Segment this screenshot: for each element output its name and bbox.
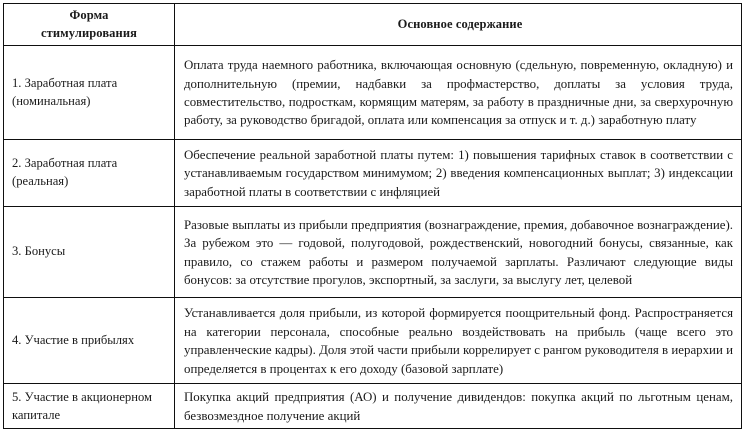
table-row [4, 298, 742, 384]
row-content [175, 46, 742, 140]
column-header-form [4, 4, 175, 46]
row-form-label-line1: 3. Бонусы [12, 244, 66, 259]
column-header-content [175, 4, 742, 46]
table-row [4, 140, 742, 207]
row-form-label-line2: (номинальная) [12, 93, 91, 108]
table-row [4, 207, 742, 298]
table-header [4, 4, 742, 46]
stimulation-forms-table [3, 3, 742, 429]
column-header-form-line1: Форма [69, 8, 109, 23]
row-form-label [4, 46, 175, 140]
row-content-text: Обеспечение реальной заработной платы путем: 1) повышения тарифных ставок в соответствии с устанавливаемым государством минимумом; 2) введения компенсационных выплат; 3) индексации заработной платы в соответствии с инфляцией [184, 148, 733, 199]
row-form-label [4, 384, 175, 429]
row-content [175, 207, 742, 298]
row-form-label-line1: 4. Участие в прибылях [12, 332, 135, 347]
column-header-content-label: Основное содержание [397, 16, 523, 31]
table-row [4, 384, 742, 429]
row-content-text: Оплата труда наемного работника, включающая основную (сдельную, повременную, окладную) и дополнительную (премии, надбавки за профмастерство, доплаты за условия труда, совместительство, подросткам, кормящим матерям, за работу в праздничные дни, за сверхурочную работу, за руководство бригадой, оплата или компенсация за отпуск и т. д.) заработную плату [184, 58, 733, 128]
row-content-text: Устанавливается доля прибыли, из которой формируется поощрительный фонд. Распространяется на категории персонала, способные реально воздействовать на прибыль (чаще всего это управленческие кадры). Доля этой части прибыли коррелирует с рангом руководителя в иерархии и определяется в процентах к его доходу (базовой зарплате) [184, 306, 733, 376]
row-content-text: Покупка акций предприятия (АО) и получение дивидендов: покупка акций по льготным ценам, безвозмездное получение акций [184, 390, 733, 423]
row-content [175, 384, 742, 429]
row-form-label-line1: 2. Заработная плата [12, 156, 118, 171]
row-form-label-line1: 1. Заработная плата [12, 75, 118, 90]
row-form-label-line2: (реальная) [12, 174, 69, 189]
row-form-label [4, 298, 175, 384]
table-row [4, 46, 742, 140]
row-content [175, 140, 742, 207]
row-content [175, 298, 742, 384]
table-body [4, 46, 742, 429]
row-form-label [4, 207, 175, 298]
row-content-text: Разовые выплаты из прибыли предприятия (вознаграждение, премия, добавочное вознаграждение). За рубежом это — годовой, полугодовой, рождественский, новогодний бонусы, связанные, как правило, со стажем работы и размером получаемой зарплаты. Различают следующие виды бонусов: за отсутствие прогулов, экспортный, за заслуги, за выслугу лет, целевой [184, 217, 733, 288]
row-form-label-line2: капитале [12, 408, 61, 423]
column-header-form-line2: стимулирования [40, 25, 138, 40]
row-form-label [4, 140, 175, 207]
row-form-label-line1: 5. Участие в акционерном [12, 390, 152, 405]
header-row [4, 4, 742, 46]
